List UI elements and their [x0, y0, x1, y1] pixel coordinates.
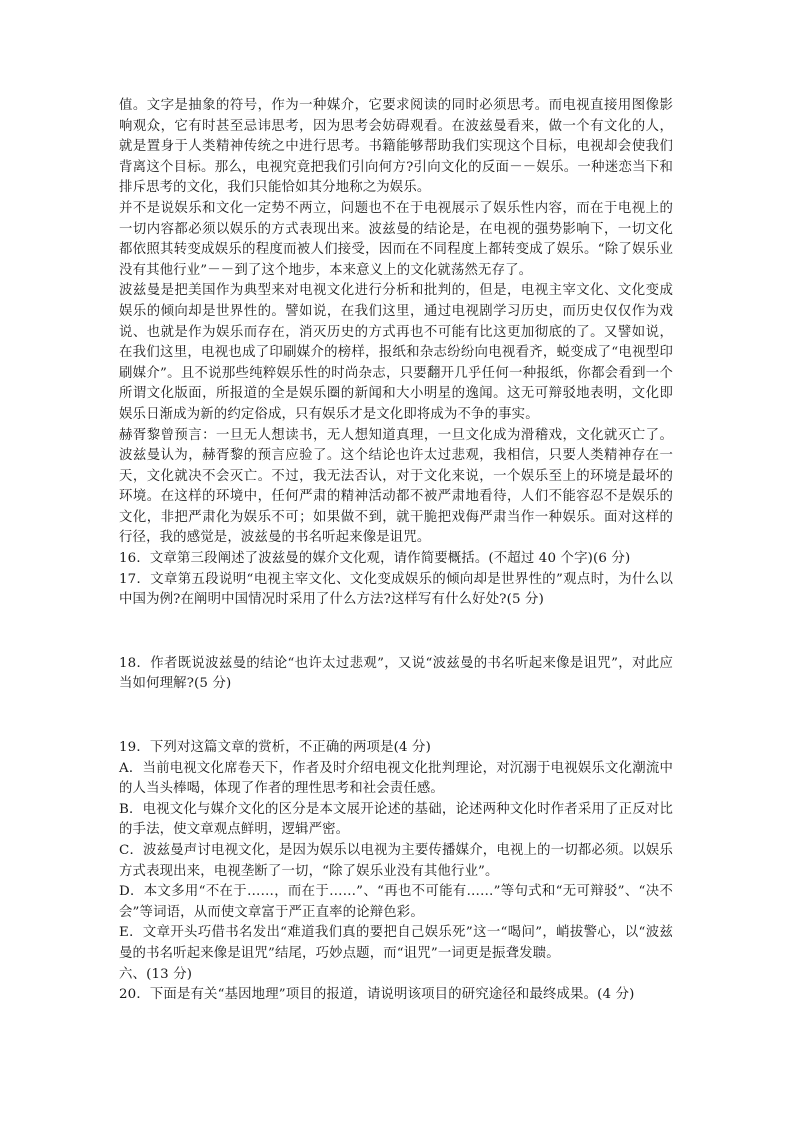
option-e: E．文章开头巧借书名发出“难道我们真的要把自己娱乐死”这一“喝问”，峭拔警心，以“波兹曼的书名听起来像是诅咒”结尾，巧妙点题，而“诅咒”一词更是振聋发聩。: [119, 925, 673, 961]
answer-space-18: [119, 695, 673, 738]
document-page: [119, 96, 673, 1006]
option-a: A．当前电视文化席卷天下，作者及时介绍电视文化批判理论，对沉溺于电视娱乐文化潮流中的人当头棒喝，体现了作者的理性思考和社会责任感。: [119, 760, 673, 797]
option-b: B．电视文化与媒介文化的区分是本文展开论述的基础，论述两种文化时作者采用了正反对比的手法，使文章观点鲜明，逻辑严密。: [119, 801, 673, 838]
question-19: 19．下列对这篇文章的赏析，不正确的两项是(4 分): [119, 740, 431, 756]
question-16: 16．文章第三段阐述了波兹曼的媒介文化观，请作简要概括。(不超过 40 个字)(6 分): [119, 551, 631, 567]
paragraph-2: 并不是说娱乐和文化一定势不两立，问题也不在于电视展示了娱乐性内容，而在于电视上的一切内容都必须以娱乐的方式表现出来。波兹曼的结论是，在电视的强势影响下，一切文化都依照其转变成娱乐的程度而被人们接受，因而在不同程度上都转变成了娱乐。“除了娱乐业没有其他行业”－－到了这个地步，本来意义上的文化就荡然无存了。: [119, 200, 673, 278]
question-20: 20．下面是有关“基因地理”项目的报道，请说明该项目的研究途径和最终成果。(4 分): [119, 987, 635, 1003]
option-c: C．波兹曼声讨电视文化，是因为娱乐以电视为主要传播媒介，电视上的一切都必须。以娱乐方式表现出来，电视垄断了一切，“除了娱乐业没有其他行业”。: [119, 843, 673, 879]
paragraph-1: 值。文字是抽象的符号，作为一种媒介，它要求阅读的同时必须思考。而电视直接用图像影响观众，它有时甚至忌讳思考，因为思考会妨碍观看。在波兹曼看来，做一个有文化的人，就是置身于人类精神传统之中进行思考。书籍能够帮助我们实现这个目标，电视却会使我们背离这个目标。那么，电视究竟把我们引向何方?引向文化的反面－－娱乐。一种迷恋当下和排斥思考的文化，我们只能恰如其分地称之为娱乐。: [119, 98, 673, 196]
option-d: D．本文多用“不在于……，而在于……”、“再也不可能有……”等句式和“无可辩驳”、“决不会”等词语，从而使文章富于严正直率的论辩色彩。: [119, 884, 673, 920]
question-18: 18．作者既说波兹曼的结论“也许太过悲观”，又说“波兹曼的书名听起来像是诅咒”，对此应当如何理解?(5 分): [119, 655, 673, 692]
section-six-heading: 六、(13 分): [119, 966, 193, 982]
paragraph-4: 赫胥黎曾预言：一旦无人想读书，无人想知道真理，一旦文化成为滑稽戏，文化就灭亡了。波兹曼认为，赫胥黎的预言应验了。这个结论也许太过悲观，我相信，只要人类精神存在一天，文化就决不会灭亡。不过，我无法否认，对于文化来说，一个娱乐至上的环境是最坏的环境。在这样的环境中，任何严肃的精神活动都不被严肃地看待，人们不能容忍不是娱乐的文化，非把严肃化为娱乐不可；如果做不到，就干脆把戏侮严肃当作一种娱乐。面对这样的行径，我的感觉是，波兹曼的书名听起来像是诅咒。: [119, 427, 673, 546]
paragraph-3: 波兹曼是把美国作为典型来对电视文化进行分析和批判的，但是，电视主宰文化、文化变成娱乐的倾向却是世界性的。譬如说，在我们这里，通过电视剧学习历史，而历史仅仅作为戏说、也就是作为娱乐而存在，消灭历史的方式再也不可能有比这更加彻底的了。又譬如说，在我们这里，电视也成了印刷媒介的榜样，报纸和杂志纷纷向电视看齐，蜕变成了“电视型印刷媒介”。且不说那些纯粹娱乐性的时尚杂志，只要翻开几乎任何一种报纸，你都会看到一个所谓文化版面，所报道的全是娱乐圈的新闻和大小明星的逸闻。这无可辩驳地表明，文化即娱乐日渐成为新的约定俗成，只有娱乐才是文化即将成为不争的事实。: [119, 283, 673, 422]
question-17: 17．文章第五段说明“电视主宰文化、文化变成娱乐的倾向却是世界性的”观点时，为什么以中国为例?在阐明中国情况时采用了什么方法?这样写有什么好处?(5 分): [119, 571, 673, 608]
answer-space-17: [119, 611, 673, 654]
